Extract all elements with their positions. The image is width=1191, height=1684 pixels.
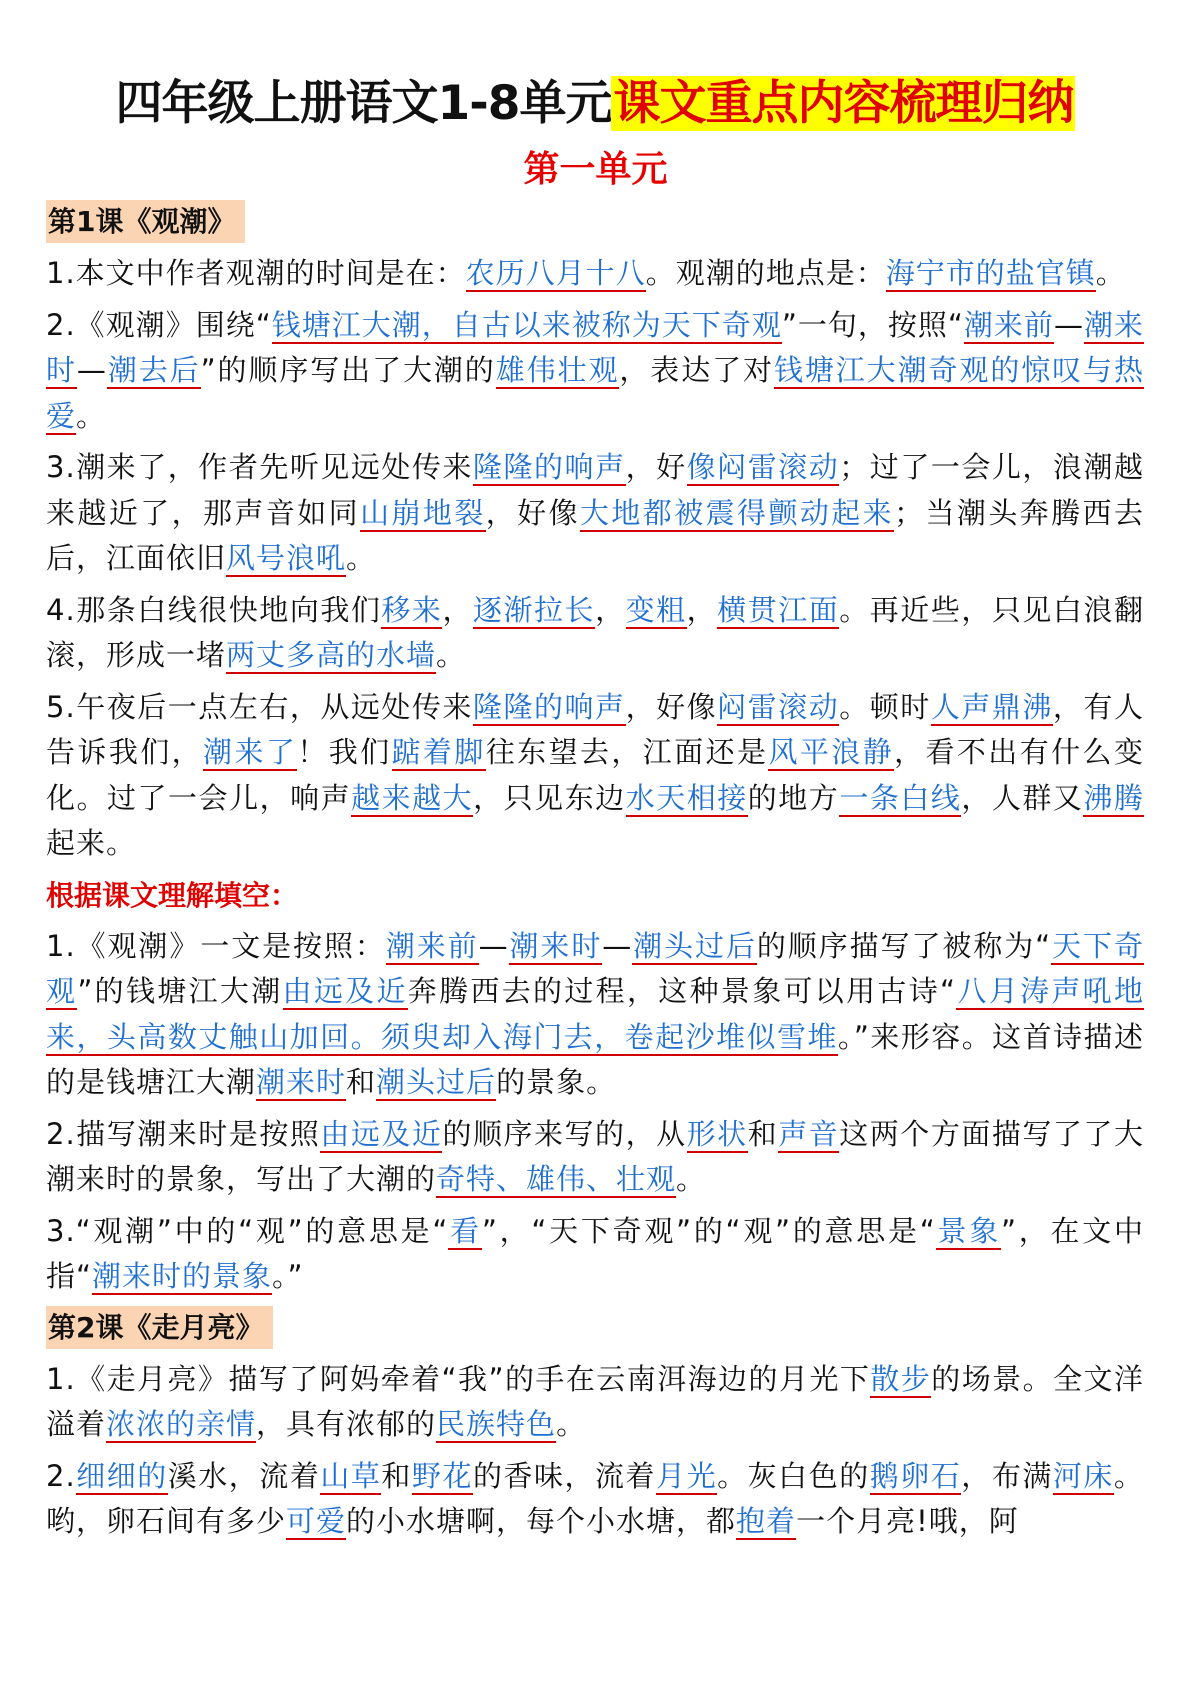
text-segment: 。	[436, 638, 467, 672]
answer-blank: 野花	[411, 1458, 473, 1493]
answer-blank: 海宁市的盐官镇	[885, 256, 1096, 290]
text-segment: 。	[1095, 256, 1126, 290]
answer-blank: 奇特、雄伟、壮观	[436, 1162, 677, 1196]
text-segment: 的小水塘啊，每个小水塘，都	[346, 1504, 737, 1538]
answer-blank: 潮去后	[106, 353, 201, 387]
answer-blank: 潮来时的景象	[92, 1259, 273, 1293]
text-segment: 3.潮来了，作者先听见远处传来	[46, 450, 473, 484]
answer-blank: 天下奇观	[46, 928, 1144, 1008]
answer-blank: 由远及近	[320, 1116, 443, 1151]
answer-blank: 看	[448, 1213, 482, 1248]
text-segment: ”的钱塘江大潮	[77, 974, 283, 1008]
paragraph	[46, 685, 1144, 867]
text-segment: 。再近些，只见白浪翻滚，形成一堵	[46, 592, 1144, 672]
text-segment: ；过了一会儿，浪潮越来越近了，那声音如同	[46, 450, 1144, 530]
text-segment: ，有人告诉我们，	[46, 689, 1144, 769]
text-segment: ，人群又	[961, 780, 1084, 815]
answer-blank: 踮着脚	[391, 735, 486, 769]
answer-blank: 逐渐拉长	[472, 592, 596, 627]
text-segment: 的顺序描写了被称为“	[756, 928, 1052, 963]
lesson-title: 第1课《观潮》	[46, 200, 245, 243]
text-segment: 起来。	[46, 826, 137, 860]
text-segment: ，	[442, 592, 473, 627]
answer-blank: 两丈多高的水墙	[226, 638, 437, 672]
text-segment: 这两个方面描写了了大潮来时的景象，写出了大潮的	[46, 1116, 1144, 1196]
answer-blank: 声音	[778, 1116, 840, 1151]
text-segment: 的顺序来写的，从	[442, 1116, 687, 1151]
answer-blank: 潮来了	[203, 735, 298, 769]
answer-blank: 潮来前	[385, 928, 479, 963]
paragraph	[46, 303, 1144, 440]
answer-blank: 潮来前	[963, 307, 1054, 342]
text-segment: 的景象。	[496, 1065, 617, 1099]
text-segment: —	[1053, 307, 1084, 342]
document-title	[0, 70, 1191, 138]
answer-blank: 像闷雷滚动	[686, 450, 840, 484]
text-segment: 1.本文中作者观潮的时间是在：	[46, 256, 466, 290]
text-segment: 。观潮的地点是：	[645, 256, 886, 290]
text-segment: —	[478, 928, 509, 963]
paragraph	[46, 1357, 1144, 1448]
text-segment: ，只见东边	[473, 780, 626, 815]
answer-blank: 潮来时	[46, 307, 1144, 387]
answer-blank: 移来	[381, 592, 443, 627]
answer-blank: 鹅卵石	[869, 1458, 962, 1493]
text-segment: 1.《走月亮》描写了阿妈牵着“我”的手在云南洱海边的月光下	[46, 1361, 871, 1396]
answer-blank: 潮头过后	[376, 1065, 497, 1099]
text-segment: 和	[346, 1065, 377, 1099]
text-segment: 。	[556, 1407, 587, 1441]
text-segment: 3.“观潮”中的“观”的意思是“	[46, 1213, 449, 1248]
answer-blank: 风号浪吼	[226, 541, 347, 575]
text-segment: ，	[686, 592, 718, 627]
text-segment: 。	[76, 398, 107, 433]
text-segment: 一个月亮!哦，阿	[796, 1504, 1019, 1538]
text-segment: ”，“天下奇观”的“观”的意思是“	[481, 1213, 936, 1248]
lesson-header-row	[46, 200, 1144, 251]
title-highlight: 课文重点内容梳理归纳	[613, 76, 1074, 131]
answer-blank: 八月涛声吼地来，头高数丈触山加回。须臾却入海门去，卷起沙堆似雪堆	[46, 974, 1144, 1054]
text-segment: 的地方	[747, 780, 840, 815]
answer-blank: 抱着	[736, 1504, 797, 1538]
text-segment: 。”来形容。这首诗描述的是钱塘江大潮	[46, 1019, 1144, 1099]
text-segment: ”，在文中指“	[46, 1213, 1144, 1293]
answer-blank: 沸腾	[1083, 780, 1144, 815]
answer-blank: 风平浪静	[768, 735, 895, 769]
answer-blank: 月光	[656, 1458, 718, 1493]
answer-blank: 潮头过后	[632, 928, 757, 963]
answer-blank: 大地都被震得颤动起来	[579, 495, 895, 530]
text-segment: ，好像	[485, 495, 580, 530]
answer-blank: 山崩地裂	[360, 495, 486, 530]
answer-blank: 一条白线	[839, 780, 962, 815]
answer-blank: 隆隆的响声	[472, 450, 626, 484]
answer-blank: 形状	[686, 1116, 748, 1151]
answer-blank: 水天相接	[625, 780, 748, 815]
answer-blank: 民族特色	[436, 1407, 557, 1441]
answer-blank: 闷雷滚动	[717, 689, 840, 724]
text-segment: 。	[676, 1162, 707, 1196]
text-segment: 的场景。全文洋溢着	[46, 1361, 1144, 1441]
answer-blank: 农历八月十八	[465, 256, 646, 290]
answer-blank: 钱塘江大潮奇观的惊叹与热爱	[46, 353, 1144, 433]
answer-blank: 河床	[1052, 1458, 1114, 1493]
text-segment: 奔腾西去的过程，这种景象可以用古诗“	[407, 974, 957, 1008]
text-segment: 2.描写潮来时是按照	[46, 1116, 321, 1151]
answer-blank: 细细的	[75, 1458, 168, 1493]
paragraph	[46, 924, 1144, 1106]
text-segment: ；当潮头奔腾西去后，江面依旧	[46, 495, 1144, 575]
text-segment: ，好	[625, 450, 687, 484]
text-segment: ，具有浓郁的	[256, 1407, 437, 1441]
answer-blank: 散步	[870, 1361, 932, 1396]
text-segment: ”一句，按照“	[781, 307, 964, 342]
exercise-heading: 根据课文理解填空：	[46, 878, 299, 912]
text-segment: 5.午夜后一点左右，从远处传来	[46, 689, 473, 724]
paragraph	[46, 1454, 1144, 1545]
text-segment: 2.《观潮》围绕“	[46, 307, 272, 342]
text-segment: 往东望去，江面还是	[485, 735, 769, 769]
answer-blank: 隆隆的响声	[472, 689, 626, 724]
answer-blank: 横贯江面	[717, 592, 840, 627]
text-segment: 和	[747, 1116, 779, 1151]
lesson-title: 第2课《走月亮》	[46, 1306, 273, 1349]
text-segment: 4.那条白线很快地向我们	[46, 592, 382, 627]
answer-blank: 变粗	[625, 592, 687, 627]
text-segment: ，看不出有什么变化。过了一会儿，响声	[46, 735, 1144, 815]
text-segment: 1.《观潮》一文是按照：	[46, 928, 386, 963]
paragraph	[46, 251, 1144, 297]
text-segment: 和	[381, 1458, 412, 1493]
paragraph	[46, 445, 1144, 582]
text-segment: 。	[346, 541, 377, 575]
answer-blank: 由远及近	[282, 974, 408, 1008]
paragraph	[46, 1112, 1144, 1203]
text-segment: —	[602, 928, 633, 963]
text-segment: 。灰白色的	[717, 1458, 870, 1493]
text-segment: ”的顺序写出了大潮的	[200, 353, 496, 387]
answer-blank: 越来越大	[351, 780, 474, 815]
answer-blank: 可爱	[286, 1504, 347, 1538]
paragraph	[46, 1209, 1144, 1300]
paragraph	[46, 588, 1144, 679]
answer-blank: 潮来时	[508, 928, 603, 963]
text-segment: ，	[595, 592, 626, 627]
lesson-section	[46, 200, 1144, 1300]
text-segment: 2.	[46, 1458, 76, 1493]
text-segment: 溪水，流着	[167, 1458, 321, 1493]
text-segment: 的香味，流着	[472, 1458, 657, 1493]
answer-blank: 潮来时	[256, 1065, 347, 1099]
text-segment: 。哟，卵石间有多少	[46, 1458, 1144, 1538]
lesson-section	[46, 1306, 1144, 1545]
answer-blank: 雄伟壮观	[495, 353, 620, 387]
answer-blank: 浓浓的亲情	[106, 1407, 257, 1441]
title-main: 四年级上册语文1-8单元	[115, 76, 612, 131]
answer-blank: 钱塘江大潮，自古以来被称为天下奇观	[271, 307, 782, 342]
answer-blank: 山草	[320, 1458, 382, 1493]
unit-heading: 第一单元	[523, 149, 668, 190]
text-segment: —	[76, 353, 107, 387]
answer-blank: 景象	[935, 1213, 1002, 1248]
text-segment: ！我们	[297, 735, 392, 769]
answer-blank: 人声鼎沸	[930, 689, 1053, 724]
text-segment: 。顿时	[839, 689, 931, 724]
document-body	[46, 200, 1144, 1551]
text-segment: ，布满	[961, 1458, 1053, 1493]
text-segment: ，表达了对	[619, 353, 774, 387]
text-segment: ，好像	[625, 689, 718, 724]
lesson-header-row	[46, 1306, 1144, 1357]
text-segment: 。”	[272, 1259, 304, 1293]
